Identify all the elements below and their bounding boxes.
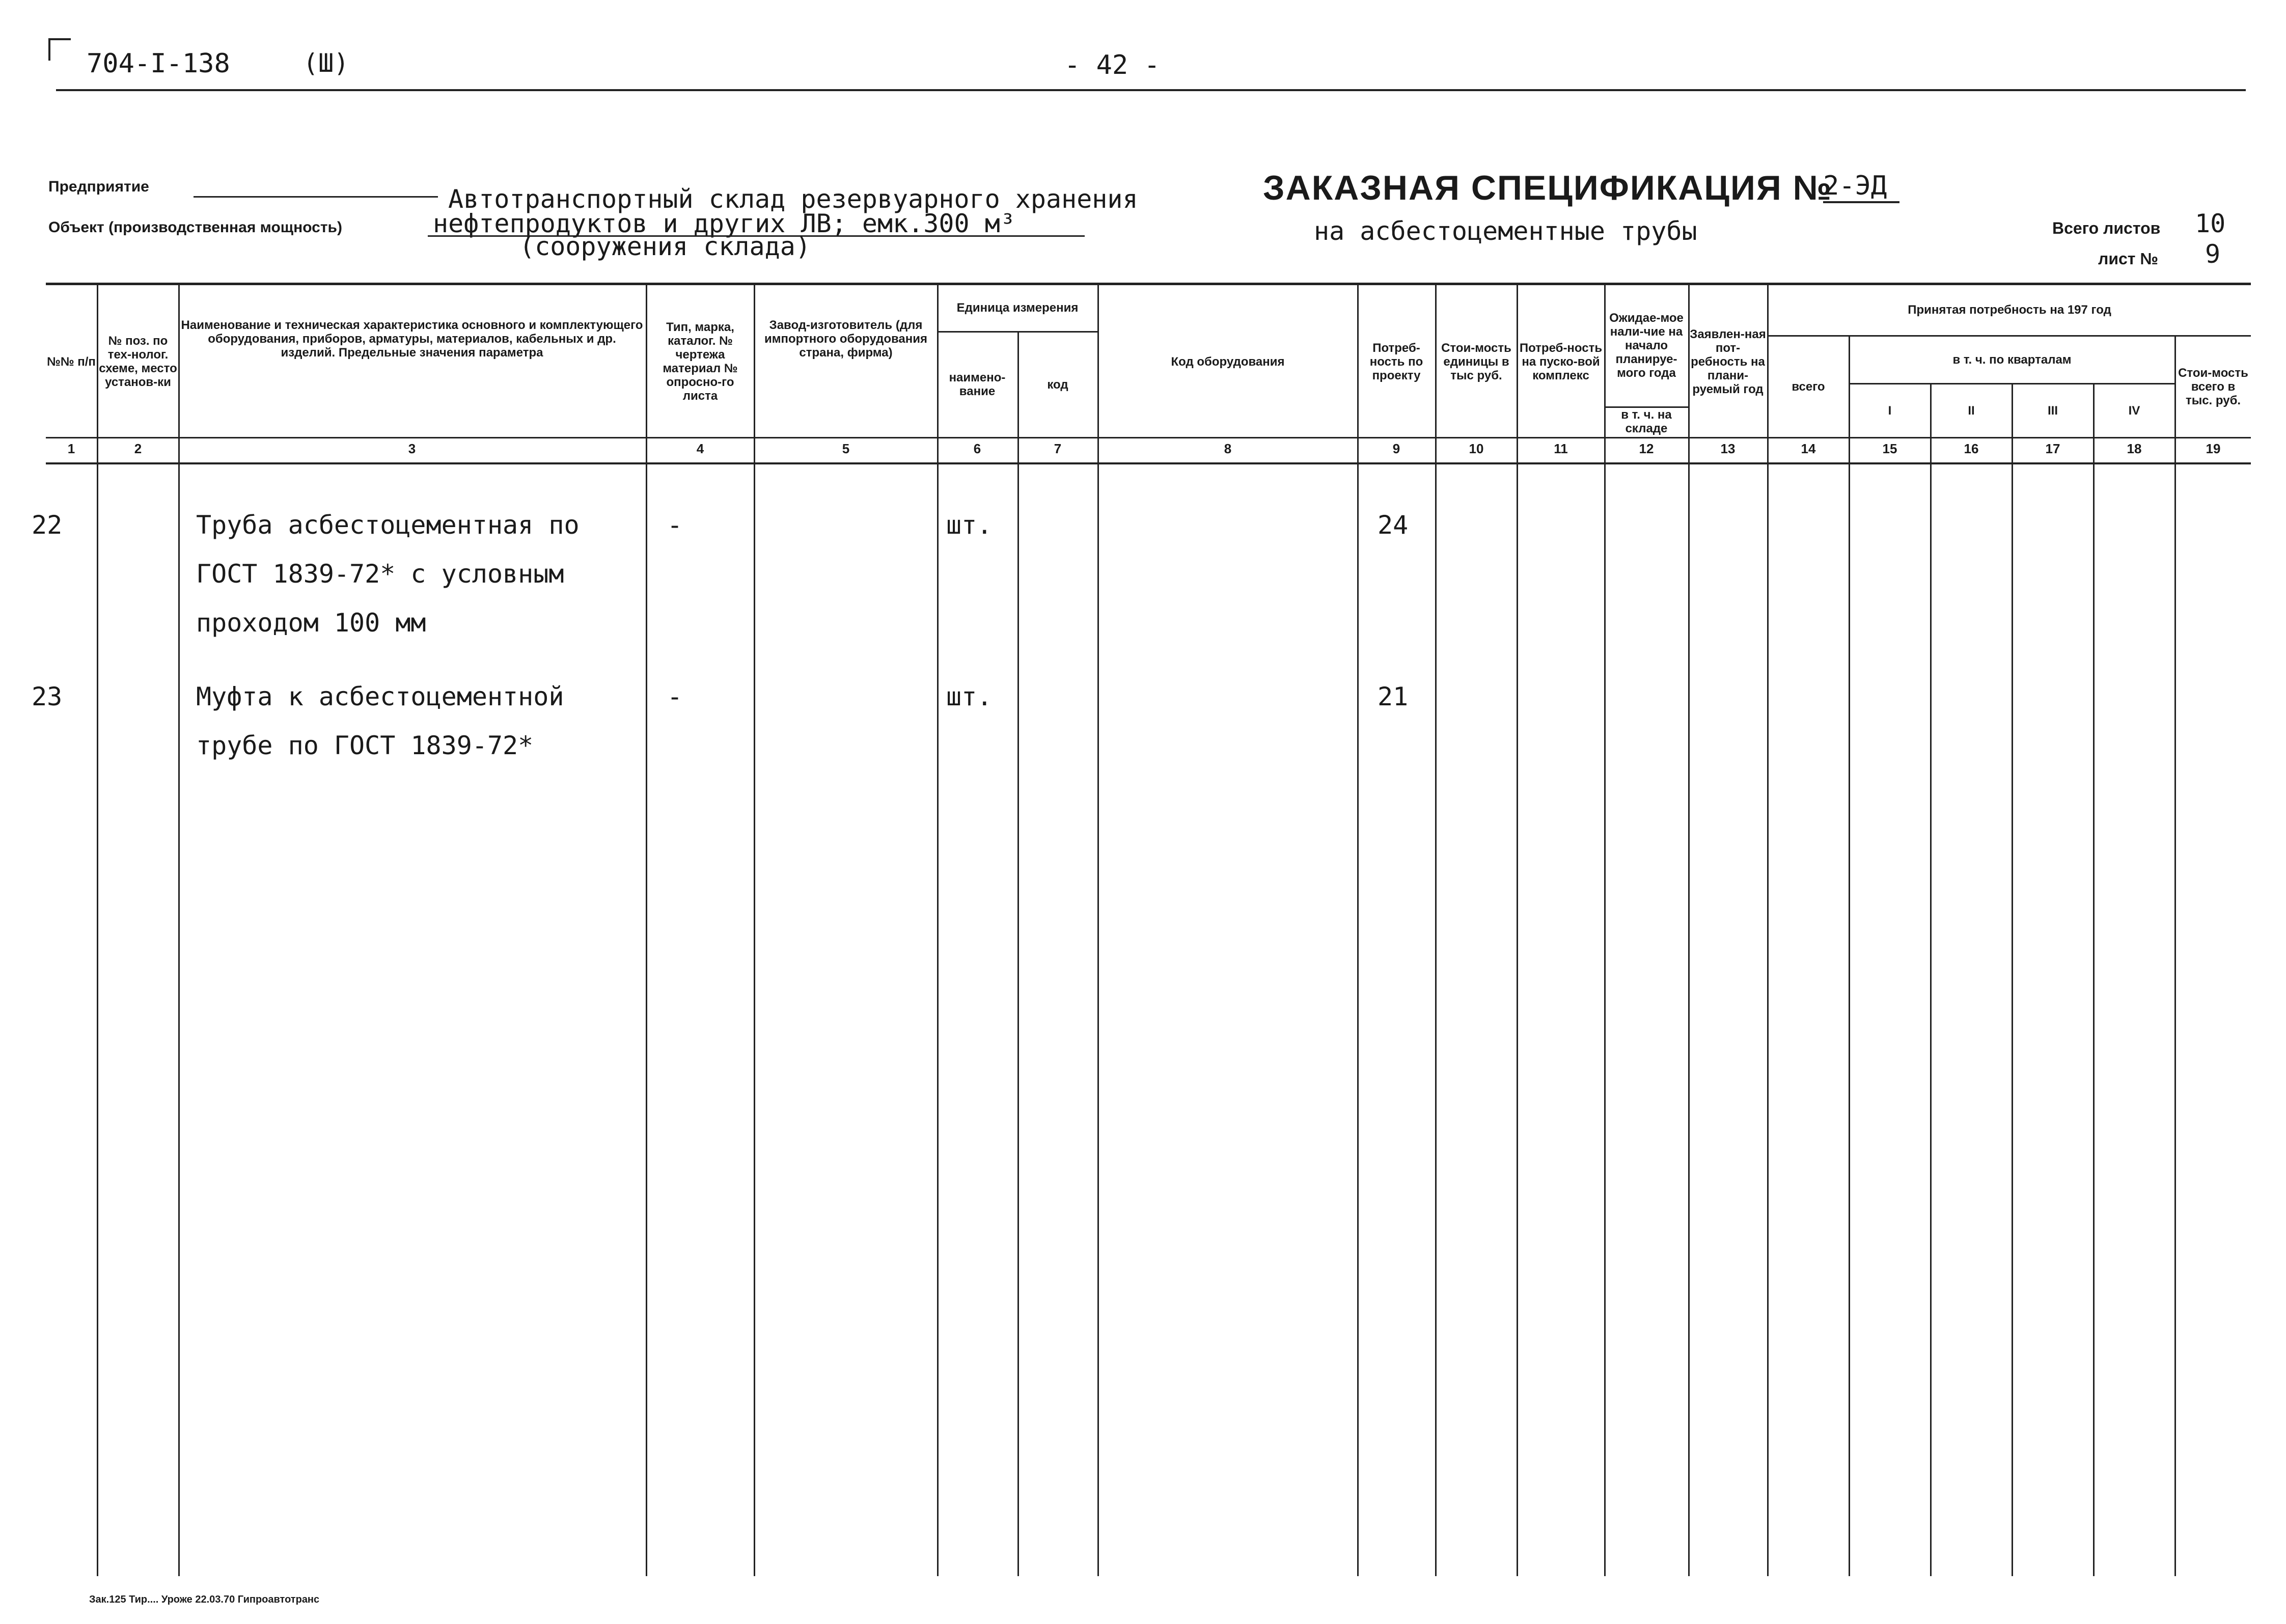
accepted-subheader-line xyxy=(1767,335,2251,337)
col-number-18: 18 xyxy=(2127,441,2142,456)
col-line-1 xyxy=(97,283,98,1576)
row-name-line: ГОСТ 1839-72* с условным xyxy=(196,559,564,589)
col-number-19: 19 xyxy=(2206,441,2221,456)
col-line-2 xyxy=(178,283,180,1576)
header-quarter-3: III xyxy=(2047,403,2058,418)
col-number-4: 4 xyxy=(696,441,704,456)
sheets-total-label: Всего листов xyxy=(2052,219,2161,237)
header-quarter-1: I xyxy=(1888,403,1892,418)
header-in-warehouse: в т. ч. на складе xyxy=(1621,408,1672,435)
col-number-5: 5 xyxy=(842,441,850,456)
col-number-10: 10 xyxy=(1469,441,1484,456)
header-name: Наименование и техническая характеристика основного и комплектующего оборудования, приборов, арматуры, материалов, кабельных и др. изделий. Предельные значения параметра xyxy=(181,318,643,360)
header-position: № поз. по тех-нолог. схеме, место установ-ки xyxy=(99,334,177,389)
sheet-number: 9 xyxy=(2205,239,2221,269)
col-line-12 xyxy=(1688,283,1690,1576)
row-number: 23 xyxy=(32,682,63,711)
col-number-2: 2 xyxy=(134,441,142,456)
header-quarter-2: II xyxy=(1968,403,1975,418)
header-quarter-4: IV xyxy=(2128,403,2140,418)
col-line-8 xyxy=(1357,283,1359,1576)
col-number-13: 13 xyxy=(1720,441,1736,456)
col-number-17: 17 xyxy=(2045,441,2060,456)
col-number-6: 6 xyxy=(973,441,981,456)
col-number-15: 15 xyxy=(1882,441,1897,456)
header-row-number: №№ п/п xyxy=(47,354,96,369)
header-bottom-border xyxy=(46,437,2251,438)
header-expected-stock: Ожидае-мое нали-чие на начало планируе-мого года xyxy=(1609,311,1684,380)
col-line-3 xyxy=(646,283,647,1576)
col-number-12: 12 xyxy=(1639,441,1654,456)
sheets-total: 10 xyxy=(2195,209,2226,238)
col-line-17 xyxy=(2093,383,2095,1576)
header-unit-cost: Стои-мость единицы в тыс руб. xyxy=(1441,341,1511,382)
enterprise-label: Предприятие xyxy=(48,178,149,195)
header-quarters: в т. ч. по кварталам xyxy=(1952,352,2072,367)
row-unit: шт. xyxy=(946,510,993,540)
col-number-3: 3 xyxy=(408,441,416,456)
row-name-line: Труба асбестоцементная по xyxy=(196,510,580,540)
col-number-7: 7 xyxy=(1054,441,1062,456)
col-line-4 xyxy=(754,283,755,1576)
col-line-15 xyxy=(1930,383,1932,1576)
row-type: - xyxy=(667,682,683,711)
col-number-16: 16 xyxy=(1964,441,1979,456)
colnum-bottom-border xyxy=(46,462,2251,464)
page-number: - 42 - xyxy=(1064,50,1160,80)
document-code: 704-I-138 xyxy=(87,48,230,79)
sheet-label: лист № xyxy=(2098,250,2159,268)
header-declared-demand: Заявлен-ная пот-ребность на плани-руемый год xyxy=(1690,327,1766,396)
col-line-9 xyxy=(1435,283,1437,1576)
object-line-1: Автотранспортный склад резервуарного хранения xyxy=(448,184,1138,214)
object-label: Объект (производственная мощность) xyxy=(48,219,342,236)
header-equipment-code: Код оборудования xyxy=(1171,354,1285,369)
spec-title: ЗАКАЗНАЯ СПЕЦИФИКАЦИЯ № xyxy=(1263,169,1833,207)
object-line-3: (сооружения склада) xyxy=(519,232,811,261)
header-unit-code: код xyxy=(1047,377,1068,392)
header-startup-demand: Потреб-ность на пуско-вой комплекс xyxy=(1519,341,1603,382)
row-name-line: Муфта к асбестоцементной xyxy=(196,682,564,711)
col-line-11 xyxy=(1604,283,1606,1576)
col-line-14 xyxy=(1849,335,1850,1576)
spec-number: 2-ЭД xyxy=(1823,171,1899,203)
header-type: Тип, марка, каталог. № чертежа материал № опросно-го листа xyxy=(663,320,738,403)
row-name-line: трубе по ГОСТ 1839-72* xyxy=(196,731,534,760)
spec-subtitle: на асбестоцементные трубы xyxy=(1314,216,1697,246)
header-total-cost: Стои-мость всего в тыс. руб. xyxy=(2178,366,2248,407)
col-number-1: 1 xyxy=(67,441,75,456)
row-type: - xyxy=(667,510,683,540)
col-number-14: 14 xyxy=(1801,441,1816,456)
row-quantity: 21 xyxy=(1378,682,1409,711)
header-demand-project: Потреб-ность по проекту xyxy=(1369,341,1423,382)
header-accepted-demand: Принятая потребность на 197 год xyxy=(1908,302,2111,317)
row-number: 22 xyxy=(32,510,63,540)
col-number-11: 11 xyxy=(1554,441,1568,456)
col-number-9: 9 xyxy=(1392,441,1400,456)
col-line-7 xyxy=(1097,283,1099,1576)
row-name-line: проходом 100 мм xyxy=(196,608,426,638)
header-unit-name: наимено-вание xyxy=(949,371,1006,398)
header-unit: Единица измерения xyxy=(956,300,1079,315)
col-line-10 xyxy=(1517,283,1518,1576)
object-line-2: нефтепродуктов и других ЛВ; емк.300 м³ xyxy=(433,209,1015,238)
col-line-6 xyxy=(1017,331,1019,1576)
document-part: (Ш) xyxy=(303,48,349,78)
col-line-18 xyxy=(2174,335,2176,1576)
col-number-8: 8 xyxy=(1224,441,1232,456)
header-manufacturer: Завод-изготовитель (для импортного оборудования страна, фирма) xyxy=(764,318,928,360)
row-unit: шт. xyxy=(946,682,993,711)
col-line-16 xyxy=(2012,383,2013,1576)
print-footer: Зак.125 Тир.... Уроже 22.03.70 Гипроавтотранс xyxy=(89,1594,320,1605)
row-quantity: 24 xyxy=(1378,510,1409,540)
col-line-13 xyxy=(1767,283,1769,1576)
header-total: всего xyxy=(1792,379,1825,394)
col-line-5 xyxy=(937,283,939,1576)
